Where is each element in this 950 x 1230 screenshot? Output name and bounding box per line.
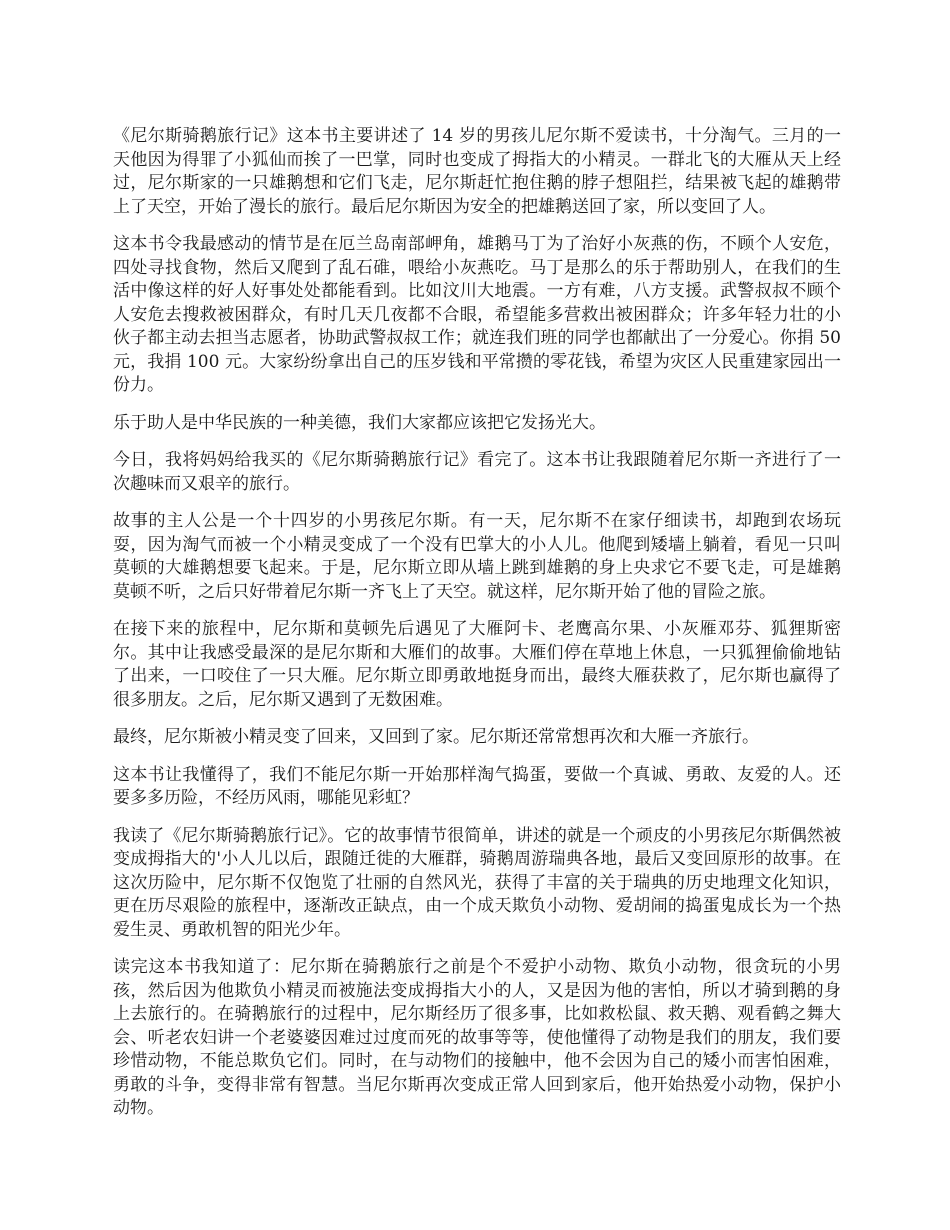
paragraph-2: 这本书令我最感动的情节是在厄兰岛南部岬角，雄鹅马丁为了治好小灰燕的伤，不顾个人安危，四处寻找食物，然后又爬到了乱石碓，喂给小灰燕吃。马丁是那么的乐于帮助别人，在我们的生活中像这样的好人好事处处都能看到。比如汶川大地震。一方有难，八方支援。武警叔叔不顾个人安危去搜救被困群众，有时几天几夜都不合眼，希望能多营救出被困群众；许多年轻力壮的小伙子都主动去担当志愿者，协助武警叔叔工作；就连我们班的同学也都献出了一分爱心。你捐 50 元，我捐 100 元。大家纷纷拿出自己的压岁钱和平常攒的零花钱，希望为灾区人民重建家园出一份力。 — [113, 234, 841, 395]
paragraph-3: 乐于助人是中华民族的一种美德，我们大家都应该把它发扬光大。 — [113, 412, 606, 433]
paragraph-7: 最终，尼尔斯被小精灵变了回来，又回到了家。尼尔斯还常常想再次和大雁一齐旅行。 — [113, 727, 759, 747]
paragraph-6: 在接下来的旅程中，尼尔斯和莫顿先后遇见了大雁阿卡、老鹰高尔果、小灰雁邓芬、狐狸斯密尔。其中让我感受最深的是尼尔斯和大雁们的故事。大雁们停在草地上休息，一只狐狸偷偷地钻了出来，一口咬住了一只大雁。尼尔斯立即勇敢地挺身而出，最终大雁获救了，尼尔斯也赢得了很多朋友。之后，尼尔斯又遇到了无数困难。 — [113, 619, 841, 710]
paragraph-9: 我读了《尼尔斯骑鹅旅行记》。它的故事情节很简单，讲述的就是一个顽皮的小男孩尼尔斯偶然被变成拇指大的'小人儿以后，跟随迁徙的大雁群，骑鹅周游瑞典各地，最后又变回原形的故事。在这次历险中，尼尔斯不仅饱览了壮丽的自然风光，获得了丰富的关于瑞典的历史地理文化知识，更在历尽艰险的旅程中，逐渐改正缺点，由一个成天欺负小动物、爱胡闹的捣蛋鬼成长为一个热爱生灵、勇敢机智的阳光少年。 — [113, 825, 841, 940]
paragraph-8: 这本书让我懂得了，我们不能尼尔斯一开始那样淘气捣蛋，要做一个真诚、勇敢、友爱的人。还要多多历险，不经历风雨，哪能见彩虹？ — [113, 764, 841, 808]
paragraph-4: 今日，我将妈妈给我买的《尼尔斯骑鹅旅行记》看完了。这本书让我跟随着尼尔斯一齐进行了一次趣味而又艰辛的旅行。 — [113, 450, 841, 494]
paragraph-1: 《尼尔斯骑鹅旅行记》这本书主要讲述了 14 岁的男孩儿尼尔斯不爱读书，十分淘气。三月的一天他因为得罪了小狐仙而挨了一巴掌，同时也变成了拇指大的小精灵。一群北飞的大雁从天上经过，尼尔斯家的一只雄鹅想和它们飞走，尼尔斯赶忙抱住鹅的脖子想阻拦，结果被飞起的雄鹅带上了天空，开始了漫长的旅行。最后尼尔斯因为安全的把雄鹅送回了家，所以变回了人。 — [113, 126, 841, 217]
paragraph-5: 故事的主人公是一个十四岁的小男孩尼尔斯。有一天，尼尔斯不在家仔细读书，却跑到农场玩耍，因为淘气而被一个小精灵变成了一个没有巴掌大的小人儿。他爬到矮墙上躺着，看见一只叫莫顿的大雄鹅想要飞起来。于是，尼尔斯立即从墙上跳到雄鹅的身上央求它不要飞走，可是雄鹅莫顿不听，之后只好带着尼尔斯一齐飞上了天空。就这样，尼尔斯开始了他的冒险之旅。 — [113, 511, 841, 602]
document-body — [113, 125, 841, 1135]
paragraph-10: 读完这本书我知道了：尼尔斯在骑鹅旅行之前是个不爱护小动物、欺负小动物，很贪玩的小男孩，然后因为他欺负小精灵而被施法变成拇指大小的人，又是因为他的害怕，所以才骑到鹅的身上去旅行的。在骑鹅旅行的过程中，尼尔斯经历了很多事，比如救松鼠、救天鹅、观看鹤之舞大会、听老农妇讲一个老婆婆因难过过度而死的故事等等，使他懂得了动物是我们的朋友，我们要珍惜动物，不能总欺负它们。同时，在与动物们的接触中，他不会因为自己的矮小而害怕困难，勇敢的斗争，变得非常有智慧。当尼尔斯再次变成正常人回到家后，他开始热爱小动物，保护小动物。 — [113, 957, 841, 1118]
